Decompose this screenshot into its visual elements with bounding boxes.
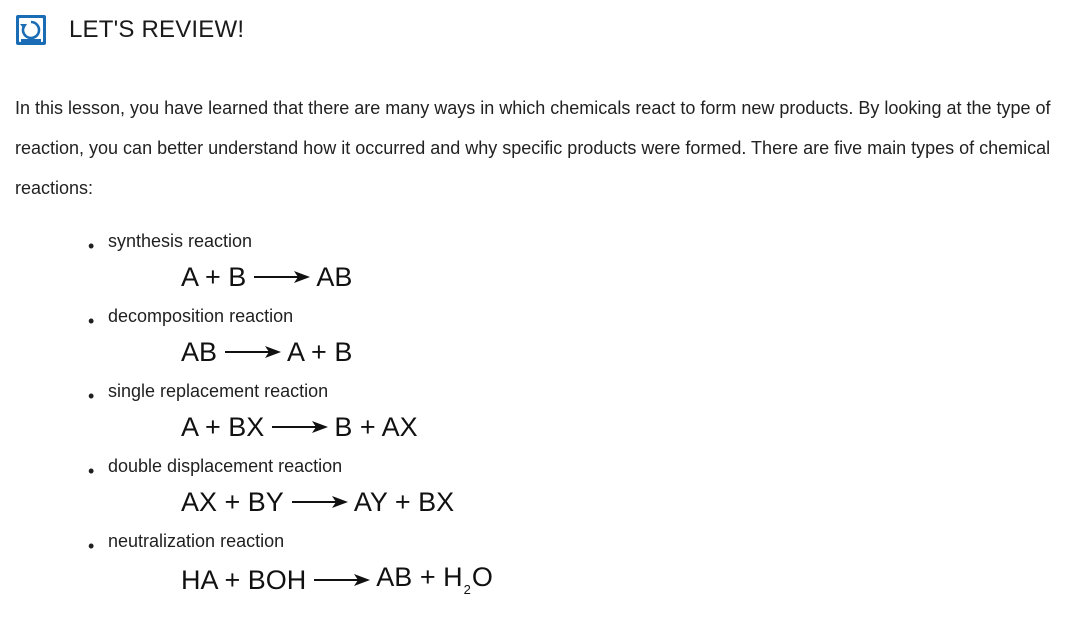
reaction-name: synthesis reaction [108, 231, 253, 251]
bullet-icon: • [88, 236, 95, 256]
reaction-name: single replacement reaction [108, 381, 329, 401]
intro-paragraph: In this lesson, you have learned that there are many ways in which chemicals react to form new products. By looking at the type of reaction, you can better understand how it occurred and why specific products were formed. There are five main types of chemical reactions: [15, 98, 1051, 198]
review-icon [15, 14, 47, 46]
arrow-right-icon [314, 573, 370, 587]
products: A + B [287, 337, 353, 367]
products: B + AX [334, 412, 418, 442]
products-tail: O [471, 562, 493, 592]
bullet-icon: • [88, 386, 95, 406]
reaction-equation [181, 409, 418, 445]
reaction-name: double displacement reaction [108, 456, 343, 476]
products [376, 559, 493, 600]
products: AB [316, 262, 353, 292]
reactants: AB [181, 337, 218, 367]
arrow-right-icon [292, 495, 348, 509]
reaction-equation [181, 334, 352, 370]
reactants: A + B [181, 262, 247, 292]
arrow-right-icon [225, 345, 281, 359]
arrow-right-icon [254, 270, 310, 284]
bullet-icon: • [88, 311, 95, 331]
products-main: AB + H [376, 562, 463, 592]
reaction-equation [181, 259, 352, 295]
reactants: A + BX [181, 412, 265, 442]
bullet-icon: • [88, 461, 95, 481]
reaction-equation [181, 559, 493, 600]
products: AY + BX [353, 487, 455, 517]
subscript: 2 [463, 582, 471, 597]
reaction-name: neutralization reaction [108, 531, 285, 551]
reactants: HA + BOH [181, 564, 307, 595]
section-header [15, 12, 244, 48]
bullet-icon: • [88, 536, 95, 556]
arrow-right-icon [272, 420, 328, 434]
reaction-name: decomposition reaction [108, 306, 294, 326]
page-title: LET'S REVIEW! [69, 16, 245, 43]
reactants: AX + BY [181, 487, 284, 517]
reaction-equation [181, 484, 454, 520]
